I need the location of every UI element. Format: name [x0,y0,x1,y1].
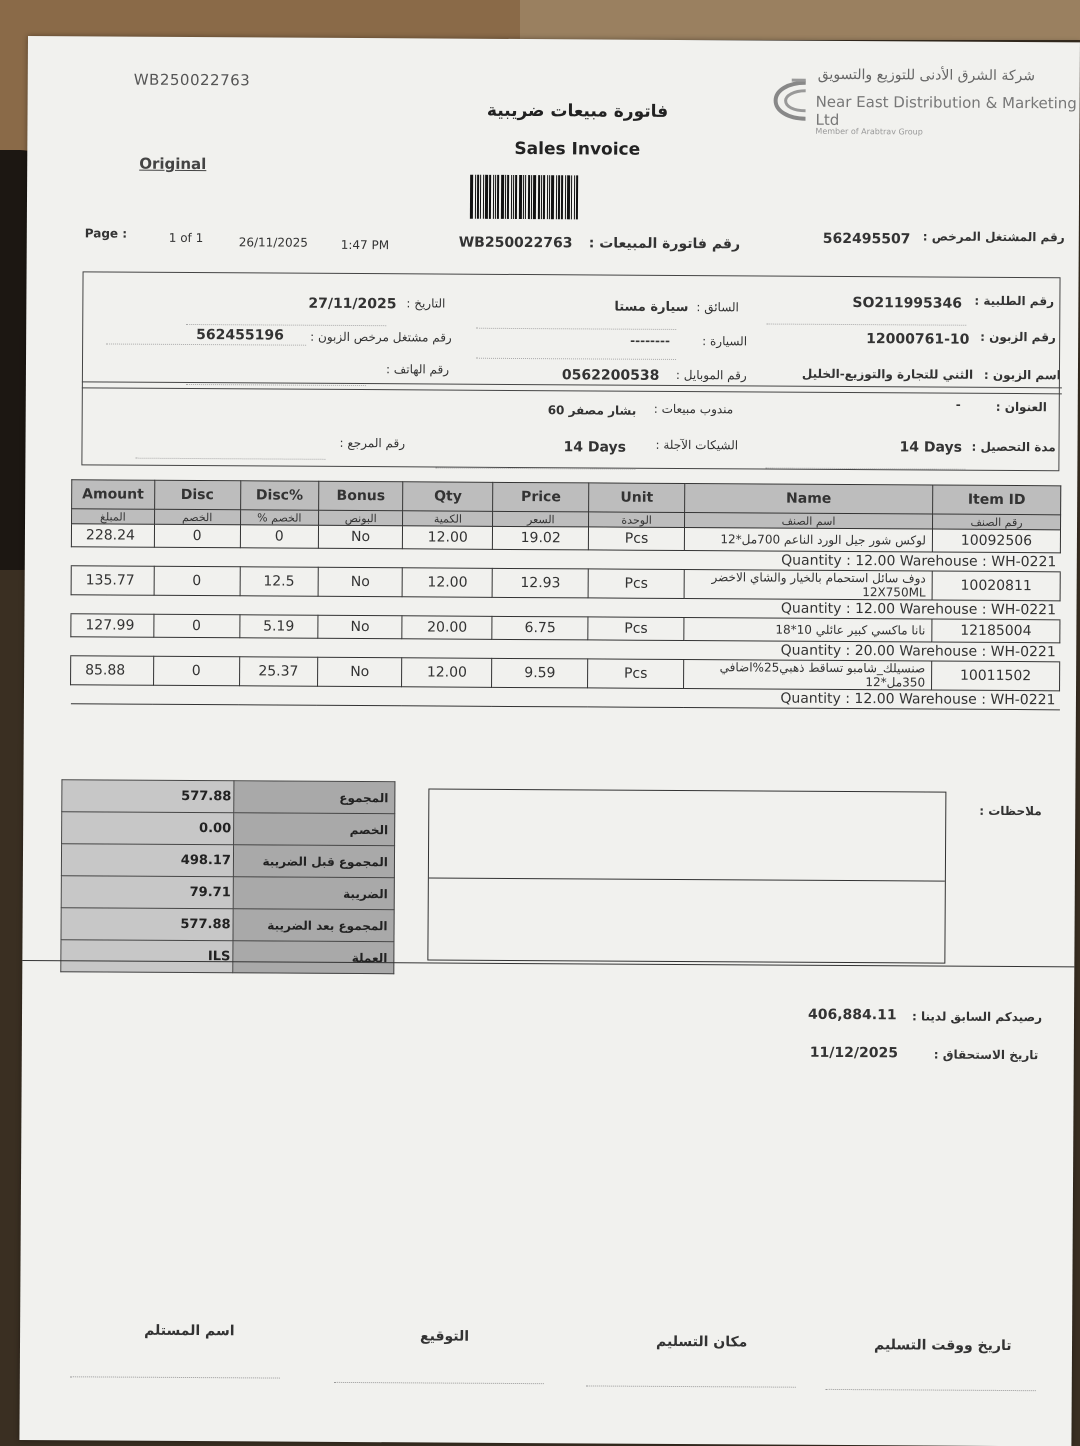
barcode-bar [558,175,560,219]
cell-qty: 20.00 [402,616,492,640]
barcode-bar [480,175,481,219]
vehicle-label: السيارة : [702,334,748,349]
print-date: 26/11/2025 [238,235,308,250]
delivery-datetime-label: تاريخ ووقت التسليم [873,1337,1012,1355]
notes-box [427,788,946,963]
delivery-place-label: مكان التسليم [655,1333,748,1351]
previous-balance: 406,884.11 [807,1006,897,1024]
barcode-bar [543,175,545,219]
totals-label: المجموع [234,781,395,814]
cell-name: نانا ماكسي كبير عائلي 10*18 [684,618,932,643]
due-date: 11/12/2025 [809,1044,899,1062]
document-number: WB250022763 [133,70,251,90]
cell-item-id: 10020811 [932,571,1060,601]
cell-amount: 85.88 [71,656,154,686]
col-price-ar: السعر [493,511,589,527]
totals-label: المجموع قبل الضريبة [233,845,394,878]
totals-row [62,780,395,814]
col-bonus-ar: البونص [319,510,403,526]
totals-row [61,908,394,942]
invoice-date-label: التاريخ : [406,296,446,311]
barcode [470,175,638,220]
signature-label: التوقيع [420,1328,470,1345]
barcode-bar [489,175,491,219]
customer-license-label: رقم مشتغل مرخص الزبون : [310,329,452,345]
totals-label: المجموع بعد الضريبة [233,909,394,942]
cell-qty: 12.00 [402,658,492,688]
barcode-bar [515,175,517,219]
barcode-bar [561,175,563,219]
delivery-place-line [586,1385,796,1387]
col-amount-ar: المبلغ [72,509,155,525]
notes-label: ملاحظات : [979,803,1042,819]
cell-bonus: No [318,657,402,687]
cell-name: دوف سائل استحمام بالخيار والشاي الاخضر 12X750ML [684,570,932,601]
licensed-dealer-label: رقم المشتغل المرخص : [922,229,1065,245]
invoice-paper [19,36,1080,1446]
col-qty-ar: الكمية [403,511,493,527]
signature-line [334,1382,544,1384]
totals-row [61,940,394,974]
cell-amount: 135.77 [71,566,154,596]
totals-label: الضريبة [233,877,394,910]
cell-disc: 0 [153,656,239,686]
col-unit: Unit [589,483,685,513]
deferred-cheques: 14 Days [563,439,626,456]
customer-license-number: 562455196 [196,327,284,344]
mobile-number: 0562200538 [561,367,660,384]
cell-price: 12.93 [492,568,588,598]
cell-disc-pct: 12.5 [240,567,319,596]
cell-bonus: No [318,567,402,597]
col-qty: Qty [403,482,493,512]
cell-amount: 127.99 [71,614,154,638]
title-english: Sales Invoice [514,138,641,160]
quantity-warehouse-text: Quantity : 12.00 Warehouse : WH-0221 [71,547,1060,572]
col-item-id: Item ID [933,485,1061,515]
address-value: - [955,397,961,412]
barcode-bar [533,175,536,219]
phone-label: رقم الهاتف : [385,362,450,377]
cell-item-id: 12185004 [932,619,1060,643]
cell-unit: Pcs [588,569,684,599]
barcode-bar [525,175,526,219]
cheques-underline [435,466,635,469]
sales-rep: بشار مصفر 60 [547,403,637,418]
cell-qty: 12.00 [402,568,492,598]
collection-period-label: مدة التحصيل : [971,439,1056,455]
invoice-date: 27/11/2025 [308,295,397,313]
col-item-id-ar: رقم الصنف [933,514,1061,530]
company-logo-icon [769,77,809,123]
collection-period: 14 Days [899,439,963,456]
barcode-bar [538,175,540,219]
cell-unit: Pcs [588,617,684,641]
company-subtitle: Member of Arabtrav Group [815,126,923,137]
company-name-arabic: شركة الشرق الأدنى للتوزيع والتسويق [817,66,1036,85]
totals-value: 577.88 [61,908,233,941]
barcode-bar [501,175,504,219]
totals-label: الخصم [234,813,395,846]
col-disc-pct: Disc% [240,481,319,510]
driver-label: السائق : [696,300,739,315]
mobile-label: رقم الموبايل : [675,367,747,383]
barcode-bar [477,175,479,219]
totals-value: 577.88 [62,780,234,813]
barcode-bar [571,175,572,219]
barcode-bar [528,175,530,219]
col-disc-pct-ar: % الخصم [240,510,318,525]
title-arabic: فاتورة مبيعات ضريبية [486,100,669,122]
cell-disc-pct: 25.37 [239,657,318,686]
cell-name: صنسيلك_شامبو تساقط ذهبي25%اضافي 350مل*12 [684,660,932,691]
cell-item-id: 10092506 [932,529,1060,553]
background-surface [520,0,1080,40]
previous-balance-label: رصيدكم السابق لدينا : [911,1009,1043,1025]
barcode-bar [507,175,509,219]
copy-label: Original [139,154,207,174]
quantity-warehouse-text: Quantity : 12.00 Warehouse : WH-0221 [70,685,1059,710]
customer-name-label: اسم الزبون : [983,367,1061,383]
customer-name: الثني للتجارة والتوزيع-الخليل [801,366,974,382]
order-number: SO211995346 [852,295,963,312]
cell-item-id: 10011502 [932,661,1060,691]
deferred-cheques-label: الشيكات الآجلة : [655,437,739,453]
totals-value: 79.71 [61,876,233,909]
cell-bonus: No [318,525,402,549]
cell-unit: Pcs [589,527,685,551]
page-label: Page : [84,226,128,241]
col-unit-ar: الوحدة [589,512,685,528]
totals-value: 498.17 [61,844,233,877]
cell-unit: Pcs [588,659,684,689]
col-disc-ar: الخصم [154,509,240,525]
barcode-bar [551,175,554,219]
sales-rep-label: مندوب مبيعات : [653,401,734,417]
barcode-bar [519,175,522,219]
totals-row [61,876,394,910]
cell-price: 19.02 [493,526,589,550]
col-price: Price [493,482,589,512]
col-disc: Disc [154,480,240,510]
receiver-name-line [70,1376,280,1378]
totals-row [61,844,394,878]
company-name-english: Near East Distribution & Marketing Ltd [815,92,1077,129]
totals-value: ILS [61,940,233,973]
barcode-bar [497,175,499,219]
cell-bonus: No [318,615,402,639]
order-number-label: رقم الطلبية : [974,293,1055,309]
cell-qty: 12.00 [403,526,493,550]
quantity-warehouse-text: Quantity : 12.00 Warehouse : WH-0221 [71,595,1060,620]
delivery-datetime-line [826,1389,1036,1391]
print-time: 1:47 PM [340,237,390,253]
cell-amount: 228.24 [71,524,154,548]
col-name-ar: اسم الصنف [685,513,933,530]
receiver-name-label: اسم المستلم [144,1322,235,1340]
cell-disc-pct: 0 [240,525,319,548]
quantity-warehouse-text: Quantity : 20.00 Warehouse : WH-0221 [71,637,1060,662]
barcode-bar [470,175,473,219]
barcode-bar [576,175,578,219]
cell-disc: 0 [153,614,239,638]
due-date-label: تاريخ الاستحقاق : [933,1047,1039,1063]
cell-disc: 0 [154,566,240,596]
totals-value: 0.00 [62,812,234,845]
invoice-number-label: رقم فاتورة المبيعات : [588,235,741,253]
totals-table [60,779,395,974]
cell-disc-pct: 5.19 [239,615,318,638]
vehicle-value: -------- [630,333,671,348]
invoice-number: WB250022763 [458,234,573,252]
col-bonus: Bonus [319,481,403,511]
totals-row [62,812,395,846]
totals-label: العملة [233,941,394,974]
address-label: العنوان : [995,399,1047,415]
customer-number-label: رقم الزبون : [980,329,1056,345]
barcode-bar [567,175,570,219]
cell-price: 6.75 [492,616,588,640]
licensed-dealer-number: 562495507 [822,230,911,248]
col-amount: Amount [72,480,155,510]
col-name: Name [685,484,933,515]
reference-label: رقم المرجع : [339,435,406,451]
items-table [70,479,1061,710]
cell-price: 9.59 [492,658,588,688]
driver-name: سيارة مستا [614,299,689,316]
cell-disc: 0 [154,524,240,548]
page-value: 1 of 1 [168,230,204,246]
customer-number: 12000761-10 [866,331,970,348]
cell-name: لوكس شور جيل الورد الناعم 700مل*12 [684,528,932,553]
barcode-bar [485,175,488,219]
